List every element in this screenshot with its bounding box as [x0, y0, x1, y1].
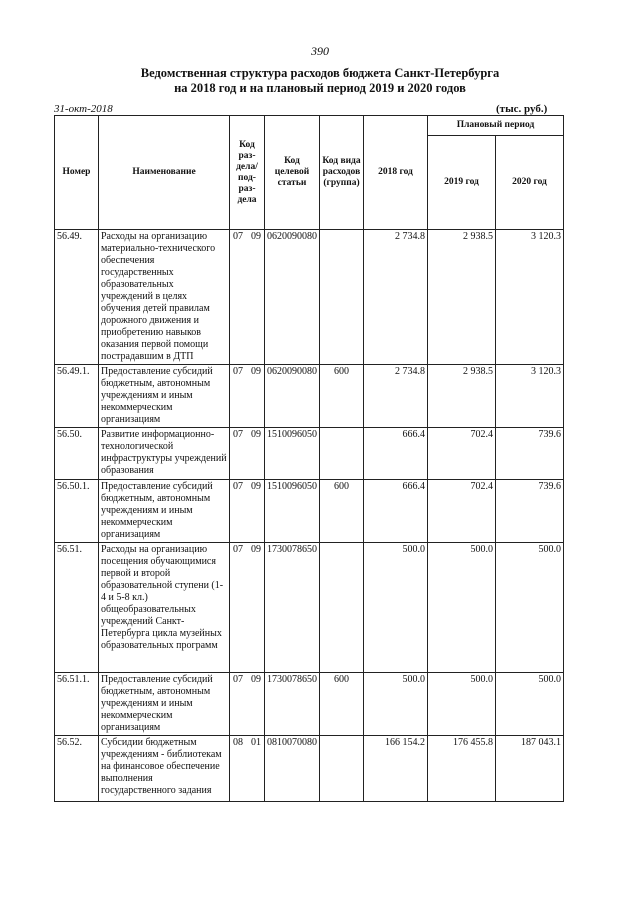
row-value-2019: 500.0 [428, 543, 496, 673]
row-value-2020: 3 120.3 [496, 230, 564, 365]
row-value-2018: 666.4 [364, 428, 428, 480]
row-section-code [230, 480, 265, 543]
section-code: 07 [233, 231, 243, 242]
row-name: Предоставление субсидий бюджетным, автономным учреждениям и иным некоммерческим организациям [99, 480, 230, 543]
row-target-code: 1730078650 [265, 673, 320, 736]
table-row [55, 736, 564, 802]
row-expense-type: 600 [320, 365, 364, 428]
section-code: 07 [233, 674, 243, 685]
row-section-code [230, 673, 265, 736]
row-value-2018: 500.0 [364, 543, 428, 673]
subsection-code: 09 [251, 429, 261, 440]
table-row [55, 428, 564, 480]
page-title [0, 66, 640, 96]
row-expense-type [320, 543, 364, 673]
row-number: 56.52. [55, 736, 99, 802]
units-label: (тыс. руб.) [496, 103, 548, 115]
row-target-code: 0620090080 [265, 365, 320, 428]
header-2018: 2018 год [364, 116, 428, 230]
row-name: Развитие информационно-технологической инфраструктуры учреждений образования [99, 428, 230, 480]
row-section-code [230, 230, 265, 365]
row-target-code: 0810070080 [265, 736, 320, 802]
row-value-2018: 2 734.8 [364, 230, 428, 365]
row-name: Предоставление субсидий бюджетным, автономным учреждениям и иным некоммерческим организациям [99, 365, 230, 428]
header-expense-type: Код вида расходов (группа) [320, 116, 364, 230]
row-name: Субсидии бюджетным учреждениям - библиотекам на финансовое обеспечение выполнения государственного задания [99, 736, 230, 802]
row-number: 56.50. [55, 428, 99, 480]
row-value-2020: 3 120.3 [496, 365, 564, 428]
subsection-code: 01 [251, 737, 261, 748]
header-number: Номер [55, 116, 99, 230]
row-target-code: 0620090080 [265, 230, 320, 365]
row-value-2018: 500.0 [364, 673, 428, 736]
row-number: 56.51.1. [55, 673, 99, 736]
row-value-2019: 702.4 [428, 428, 496, 480]
section-code: 07 [233, 481, 243, 492]
title-line-2: на 2018 год и на плановый период 2019 и 2020 годов [174, 81, 466, 95]
table-row [55, 480, 564, 543]
row-value-2018: 166 154.2 [364, 736, 428, 802]
header-name: Наименование [99, 116, 230, 230]
row-value-2018: 2 734.8 [364, 365, 428, 428]
row-expense-type: 600 [320, 673, 364, 736]
row-expense-type [320, 428, 364, 480]
row-target-code: 1510096050 [265, 480, 320, 543]
subsection-code: 09 [251, 544, 261, 555]
row-section-code [230, 543, 265, 673]
row-expense-type [320, 736, 364, 802]
row-expense-type: 600 [320, 480, 364, 543]
row-value-2020: 500.0 [496, 543, 564, 673]
section-code: 08 [233, 737, 243, 748]
row-value-2020: 739.6 [496, 480, 564, 543]
row-value-2019: 2 938.5 [428, 365, 496, 428]
row-value-2019: 702.4 [428, 480, 496, 543]
section-code: 07 [233, 544, 243, 555]
row-value-2020: 739.6 [496, 428, 564, 480]
row-name: Расходы на организацию материально-технического обеспечения государственных образовательных учреждений в целях обучения детей правилам дорожного движения и приобретению навыков оказания первой помощи пострадавшим в ДТП [99, 230, 230, 365]
subsection-code: 09 [251, 674, 261, 685]
budget-table [54, 115, 564, 802]
row-value-2019: 500.0 [428, 673, 496, 736]
header-2019: 2019 год [428, 136, 496, 230]
row-target-code: 1730078650 [265, 543, 320, 673]
subsection-code: 09 [251, 231, 261, 242]
row-section-code [230, 428, 265, 480]
row-section-code [230, 736, 265, 802]
row-number: 56.49.1. [55, 365, 99, 428]
table-row [55, 543, 564, 673]
row-value-2020: 187 043.1 [496, 736, 564, 802]
row-value-2019: 176 455.8 [428, 736, 496, 802]
section-code: 07 [233, 429, 243, 440]
row-expense-type [320, 230, 364, 365]
table-row [55, 230, 564, 365]
header-section-code: Код раз- дела/ под- раз- дела [230, 116, 265, 230]
table-row [55, 365, 564, 428]
table-row [55, 673, 564, 736]
row-number: 56.50.1. [55, 480, 99, 543]
row-name: Расходы на организацию посещения обучающимися первой и второй образовательной ступени (1-4 и 5-8 кл.) общеобразовательных учреждений Санкт-Петербурга цикла музейных образовательных программ [99, 543, 230, 673]
row-number: 56.49. [55, 230, 99, 365]
row-value-2018: 666.4 [364, 480, 428, 543]
section-code: 07 [233, 366, 243, 377]
header-target-code: Код целевой статьи [265, 116, 320, 230]
row-number: 56.51. [55, 543, 99, 673]
row-value-2020: 500.0 [496, 673, 564, 736]
row-value-2019: 2 938.5 [428, 230, 496, 365]
subsection-code: 09 [251, 481, 261, 492]
row-name: Предоставление субсидий бюджетным, автономным учреждениям и иным некоммерческим организациям [99, 673, 230, 736]
title-line-1: Ведомственная структура расходов бюджета Санкт-Петербурга [140, 66, 500, 80]
row-section-code [230, 365, 265, 428]
report-date: 31-окт-2018 [54, 103, 113, 115]
page-number: 390 [311, 44, 329, 58]
header-planned-period: Плановый период [428, 116, 564, 136]
subsection-code: 09 [251, 366, 261, 377]
header-2020: 2020 год [496, 136, 564, 230]
row-target-code: 1510096050 [265, 428, 320, 480]
